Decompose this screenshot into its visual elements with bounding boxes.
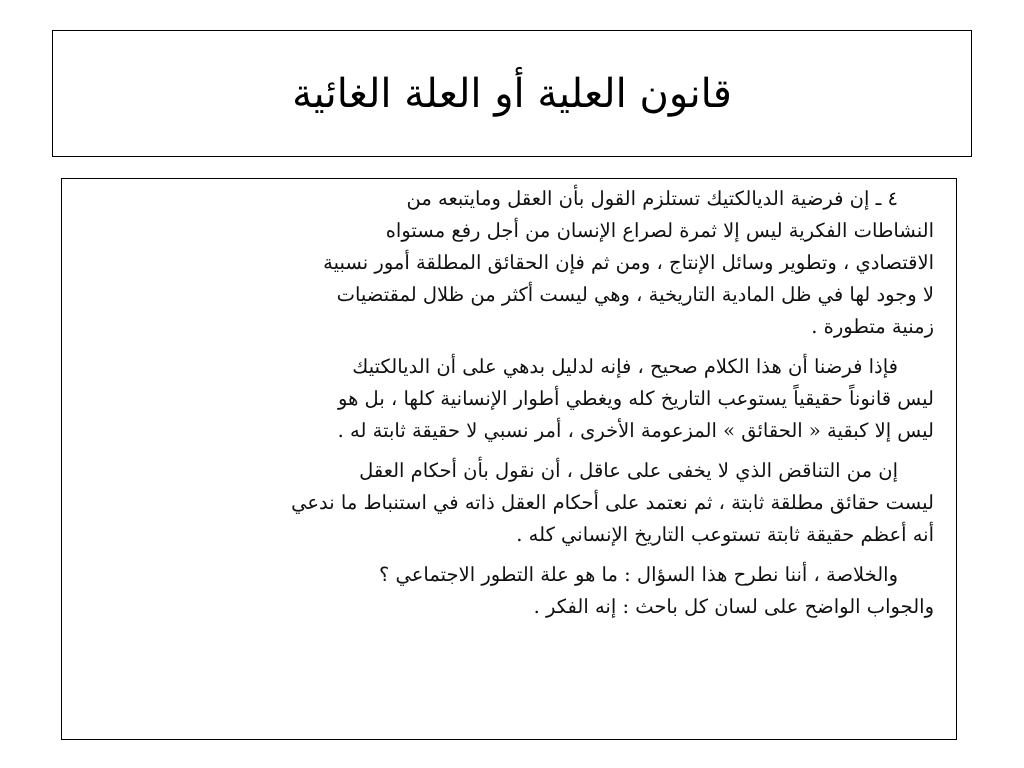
paragraph-2: [84, 351, 934, 447]
text-line: زمنية متطورة .: [811, 315, 934, 338]
text-line: الاقتصادي ، وتطوير وسائل الإنتاج ، ومن ثم فإن الحقائق المطلقة أمور نسبية: [323, 251, 934, 274]
title-box: [52, 30, 972, 157]
text-line: والجواب الواضح على لسان كل باحث : إنه الفكر .: [533, 595, 934, 618]
text-line: النشاطات الفكرية ليس إلا ثمرة لصراع الإنسان من أجل رفع مستواه: [385, 219, 934, 242]
text-line: لا وجود لها في ظل المادية التاريخية ، وهي ليست أكثر من ظلال لمقتضيات: [336, 283, 934, 306]
text-line: إن من التناقض الذي لا يخفى على عاقل ، أن نقول بأن أحكام العقل: [359, 459, 898, 482]
text-line: أنه أعظم حقيقة ثابتة تستوعب التاريخ الإنساني كله .: [516, 523, 934, 546]
paragraph-3: [84, 455, 934, 551]
text-line: ليس إلا كبقية « الحقائق » المزعومة الأخرى ، أمر نسبي لا حقيقة ثابتة له .: [337, 419, 934, 442]
paragraph-4: [84, 559, 934, 623]
paragraph-1: [84, 183, 934, 343]
slide-title: قانون العلية أو العلة الغائية: [292, 70, 732, 117]
text-line: ليس قانوناً حقيقياً يستوعب التاريخ كله ويغطي أطوار الإنسانية كلها ، بل هو: [338, 387, 934, 410]
text-line: والخلاصة ، أننا نطرح هذا السؤال : ما هو علة التطور الاجتماعي ؟: [379, 563, 898, 586]
text-line: ليست حقائق مطلقة ثابتة ، ثم نعتمد على أحكام العقل ذاته في استنباط ما ندعي: [291, 491, 934, 514]
text-line: فإذا فرضنا أن هذا الكلام صحيح ، فإنه لدليل بدهي على أن الديالكتيك: [352, 355, 898, 378]
text-line: ٤ ـ إن فرضية الديالكتيك تستلزم القول بأن العقل ومايتبعه من: [406, 187, 898, 210]
scanned-text-excerpt: [61, 178, 957, 740]
